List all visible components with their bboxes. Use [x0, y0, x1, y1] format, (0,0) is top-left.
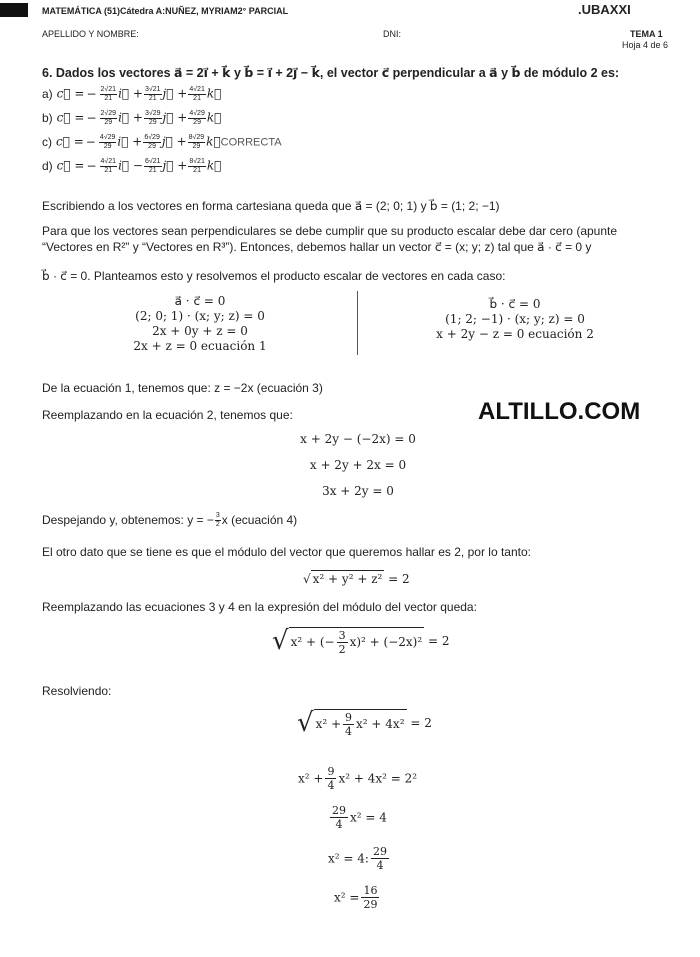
- sub-eq-1: x + 2y − (−2x) = 0: [300, 432, 416, 446]
- modulus-rhs: = 2: [388, 572, 410, 586]
- fraction-numerator: 8√21: [189, 158, 205, 165]
- apellido-label: APELLIDO Y NOMBRE:: [42, 29, 139, 39]
- sub-eq-2: x + 2y + 2x = 0: [309, 458, 407, 472]
- option-vector-c: c⃗ =: [56, 86, 85, 101]
- option-fraction: [144, 110, 162, 127]
- right-equations: [410, 297, 620, 342]
- option-fraction: [144, 86, 162, 103]
- step1-fraction: [343, 711, 354, 738]
- fraction-numerator: 2√21: [100, 86, 117, 93]
- right-eq-2: (1; 2; −1) · (x; y; z) = 0: [445, 312, 585, 326]
- step4-part-a: x² = 4:: [328, 851, 369, 866]
- paragraph-perpendicular-2: “Vectores en R²” y “Vectores en R³”). Entonces, debemos hallar un vector c⃗ = (x; y; z) tal que a⃗ · c⃗ = 0 y: [42, 240, 592, 254]
- fraction-denominator: 29: [192, 143, 201, 150]
- fraction-numerator: 4√29: [189, 110, 205, 117]
- option-label: c): [42, 134, 52, 149]
- fraction-denominator: 29: [148, 119, 157, 126]
- fraction-denominator: 2: [215, 521, 220, 529]
- fraction-denominator: 29: [193, 119, 201, 126]
- despejando-pre: Despejando y, obtenemos: y = −: [42, 513, 214, 527]
- step2-fraction: [325, 765, 336, 792]
- fraction-numerator: 3√29: [144, 110, 161, 117]
- fraction-denominator: 4: [376, 859, 384, 872]
- option-unit-vector: i⃗ +: [118, 86, 143, 101]
- fraction-denominator: 21: [148, 95, 157, 102]
- left-equations: [100, 294, 300, 354]
- step2-part-b: x² + 4x² = 2²: [338, 771, 418, 786]
- option-fraction: [188, 110, 206, 127]
- fraction-numerator: 6√21: [144, 158, 161, 165]
- fraction-denominator: 4: [335, 818, 343, 831]
- substitution-equations: [258, 432, 458, 510]
- option-fraction: [188, 86, 206, 103]
- step1-radicand: [314, 709, 407, 738]
- resolve-step-3: [328, 804, 387, 831]
- question-title: 6. Dados los vectores a⃗ = 2i⃗ + k⃗ y b⃗ = i⃗ + 2j⃗ − k⃗, el vector c⃗ perpendicular a a⃗ y b⃗ de módulo 2 es:: [42, 66, 620, 80]
- header-course-title: MATEMÁTICA (51)Cátedra A:NUÑEZ, MYRIAM2° PARCIAL: [42, 6, 289, 16]
- option-d: [42, 158, 221, 175]
- step5-fraction: [361, 884, 379, 911]
- step4-fraction: [371, 845, 389, 872]
- correct-badge: CORRECTA: [220, 136, 282, 149]
- step1-part-b: x² + 4x²: [356, 716, 405, 731]
- option-fraction: [100, 86, 118, 103]
- right-eq-1: b⃗ · c⃗ = 0: [489, 297, 541, 311]
- fraction-numerator: 3√21: [144, 86, 161, 93]
- option-unit-vector: k⃗: [206, 158, 222, 173]
- option-unit-vector: i⃗ −: [118, 158, 143, 173]
- option-fraction: [188, 134, 206, 151]
- radicand-part-b: x)² + (−2x)²: [349, 634, 423, 649]
- paragraph-resolviendo: Resolviendo:: [42, 684, 112, 698]
- sub-eq-3: 3x + 2y = 0: [322, 484, 394, 498]
- step1-part-a: x² +: [315, 716, 342, 731]
- fraction-numerator: 29: [332, 804, 346, 817]
- fraction-numerator: 9: [327, 765, 335, 778]
- option-unit-vector: i⃗ +: [118, 110, 143, 125]
- dni-label: DNI:: [383, 29, 401, 39]
- tema-label: TEMA 1: [630, 29, 663, 39]
- step3-fraction: [330, 804, 348, 831]
- substituted-radicand: [289, 627, 425, 656]
- option-fraction: [144, 158, 162, 175]
- sqrt-sign: √: [272, 626, 289, 656]
- fraction-denominator: 21: [104, 95, 113, 102]
- resolve-step-5: [334, 884, 381, 911]
- fraction-denominator: 4: [345, 724, 353, 738]
- fraction-numerator: 3: [215, 512, 220, 520]
- left-eq-1: a⃗ · c⃗ = 0: [174, 294, 226, 308]
- option-sign: −: [85, 134, 96, 149]
- fraction-denominator: 2: [338, 642, 346, 656]
- hoja-label: Hoja 4 de 6: [622, 40, 669, 50]
- paragraph-reemplazando-modulo: Reemplazando las ecuaciones 3 y 4 en la expresión del módulo del vector queda:: [42, 600, 477, 614]
- sqrt-sign: √: [297, 708, 314, 738]
- option-a: [42, 86, 221, 103]
- option-vector-c: c⃗ =: [56, 110, 85, 125]
- fraction-denominator: 21: [104, 167, 113, 174]
- option-unit-vector: k⃗: [206, 86, 222, 101]
- sqrt-sign: √: [303, 572, 311, 586]
- resolve-step-4: [328, 845, 391, 872]
- option-sign: −: [86, 158, 97, 173]
- option-fraction: [100, 110, 118, 127]
- option-unit-vector: i⃗ +: [117, 134, 143, 149]
- option-unit-vector: j⃗ +: [161, 134, 187, 149]
- header-bar-mark: [0, 3, 28, 17]
- left-eq-2: (2; 0; 1) · (x; y; z) = 0: [135, 309, 265, 323]
- option-unit-vector: j⃗ +: [162, 86, 188, 101]
- step3-part-b: x² = 4: [350, 810, 387, 825]
- substituted-modulus: [272, 626, 450, 656]
- option-fraction: [100, 158, 118, 175]
- modulus-equation: [303, 570, 410, 586]
- option-fraction: [99, 134, 117, 151]
- fraction-denominator: 29: [363, 898, 378, 911]
- resolve-step-1: [297, 708, 432, 738]
- substituted-rhs: = 2: [427, 634, 450, 648]
- option-b: [42, 110, 221, 127]
- resolve-step-2: [298, 765, 417, 792]
- fraction-denominator: 29: [104, 119, 113, 126]
- option-vector-c: c⃗ =: [56, 158, 85, 173]
- paragraph-reemplazando: Reemplazando en la ecuación 2, tenemos que:: [42, 408, 293, 422]
- option-fraction: [188, 158, 206, 175]
- step1-rhs: = 2: [410, 716, 432, 730]
- fraction-numerator: 29: [372, 845, 387, 858]
- modulus-radicand: x² + y² + z²: [312, 572, 383, 586]
- step5-part-a: x² =: [334, 890, 360, 905]
- fraction-numerator: 4√21: [189, 86, 205, 93]
- option-fraction: [143, 134, 161, 151]
- fraction-denominator: 21: [193, 167, 201, 174]
- fraction-denominator: 21: [148, 167, 157, 174]
- radicand-fraction: [337, 629, 348, 656]
- left-eq-4: 2x + z = 0 ecuación 1: [133, 339, 267, 353]
- column-divider: [357, 291, 358, 355]
- despejando-post: x (ecuación 4): [221, 513, 298, 527]
- step2-part-a: x² +: [298, 771, 324, 786]
- fraction-numerator: 4√29: [99, 134, 116, 141]
- paragraph-cartesian: Escribiendo a los vectores en forma cartesiana queda que a⃗ = (2; 0; 1) y b⃗ = (1; 2; −1): [42, 199, 500, 213]
- option-label: a): [42, 86, 53, 101]
- option-vector-c: c⃗ =: [56, 134, 84, 149]
- paragraph-despejando: [42, 512, 297, 529]
- fraction-denominator: 29: [148, 143, 156, 150]
- paragraph-ecuacion-1: De la ecuación 1, tenemos que: z = −2x (ecuación 3): [42, 381, 323, 395]
- despejando-fraction: [215, 512, 221, 529]
- option-sign: −: [86, 110, 97, 125]
- fraction-denominator: 4: [327, 779, 335, 792]
- altillo-watermark: ALTILLO.COM: [478, 398, 641, 425]
- option-label: d): [42, 158, 53, 173]
- fraction-denominator: 21: [193, 95, 201, 102]
- fraction-numerator: 16: [363, 884, 378, 897]
- option-c: [42, 134, 282, 151]
- radicand-part-a: x² + (−: [290, 634, 335, 649]
- fraction-numerator: 4√21: [100, 158, 117, 165]
- ubaxxi-logo: .UBAXXI: [578, 2, 631, 17]
- option-unit-vector: k⃗: [206, 110, 222, 125]
- fraction-numerator: 8√29: [188, 134, 205, 141]
- option-unit-vector: j⃗ +: [162, 110, 188, 125]
- paragraph-perpendicular-1: Para que los vectores sean perpendiculares se debe cumplir que su producto escalar debe dar cero (apunte: [42, 224, 618, 238]
- right-eq-3: x + 2y − z = 0 ecuación 2: [436, 327, 594, 341]
- left-eq-3: 2x + 0y + z = 0: [152, 324, 248, 338]
- paragraph-modulo: El otro dato que se tiene es que el módulo del vector que queremos hallar es 2, por lo tanto:: [42, 545, 531, 559]
- option-unit-vector: j⃗ +: [162, 158, 188, 173]
- fraction-numerator: 9: [345, 710, 353, 724]
- option-label: b): [42, 110, 53, 125]
- fraction-numerator: 3: [338, 628, 346, 642]
- option-unit-vector: k⃗: [206, 134, 221, 149]
- option-sign: −: [86, 86, 97, 101]
- fraction-denominator: 29: [103, 143, 112, 150]
- fraction-numerator: 2√29: [100, 110, 117, 117]
- fraction-numerator: 6√29: [144, 134, 160, 141]
- paragraph-planteamos: b⃗ · c⃗ = 0. Planteamos esto y resolvemos el producto escalar de vectores en cada caso:: [42, 269, 506, 283]
